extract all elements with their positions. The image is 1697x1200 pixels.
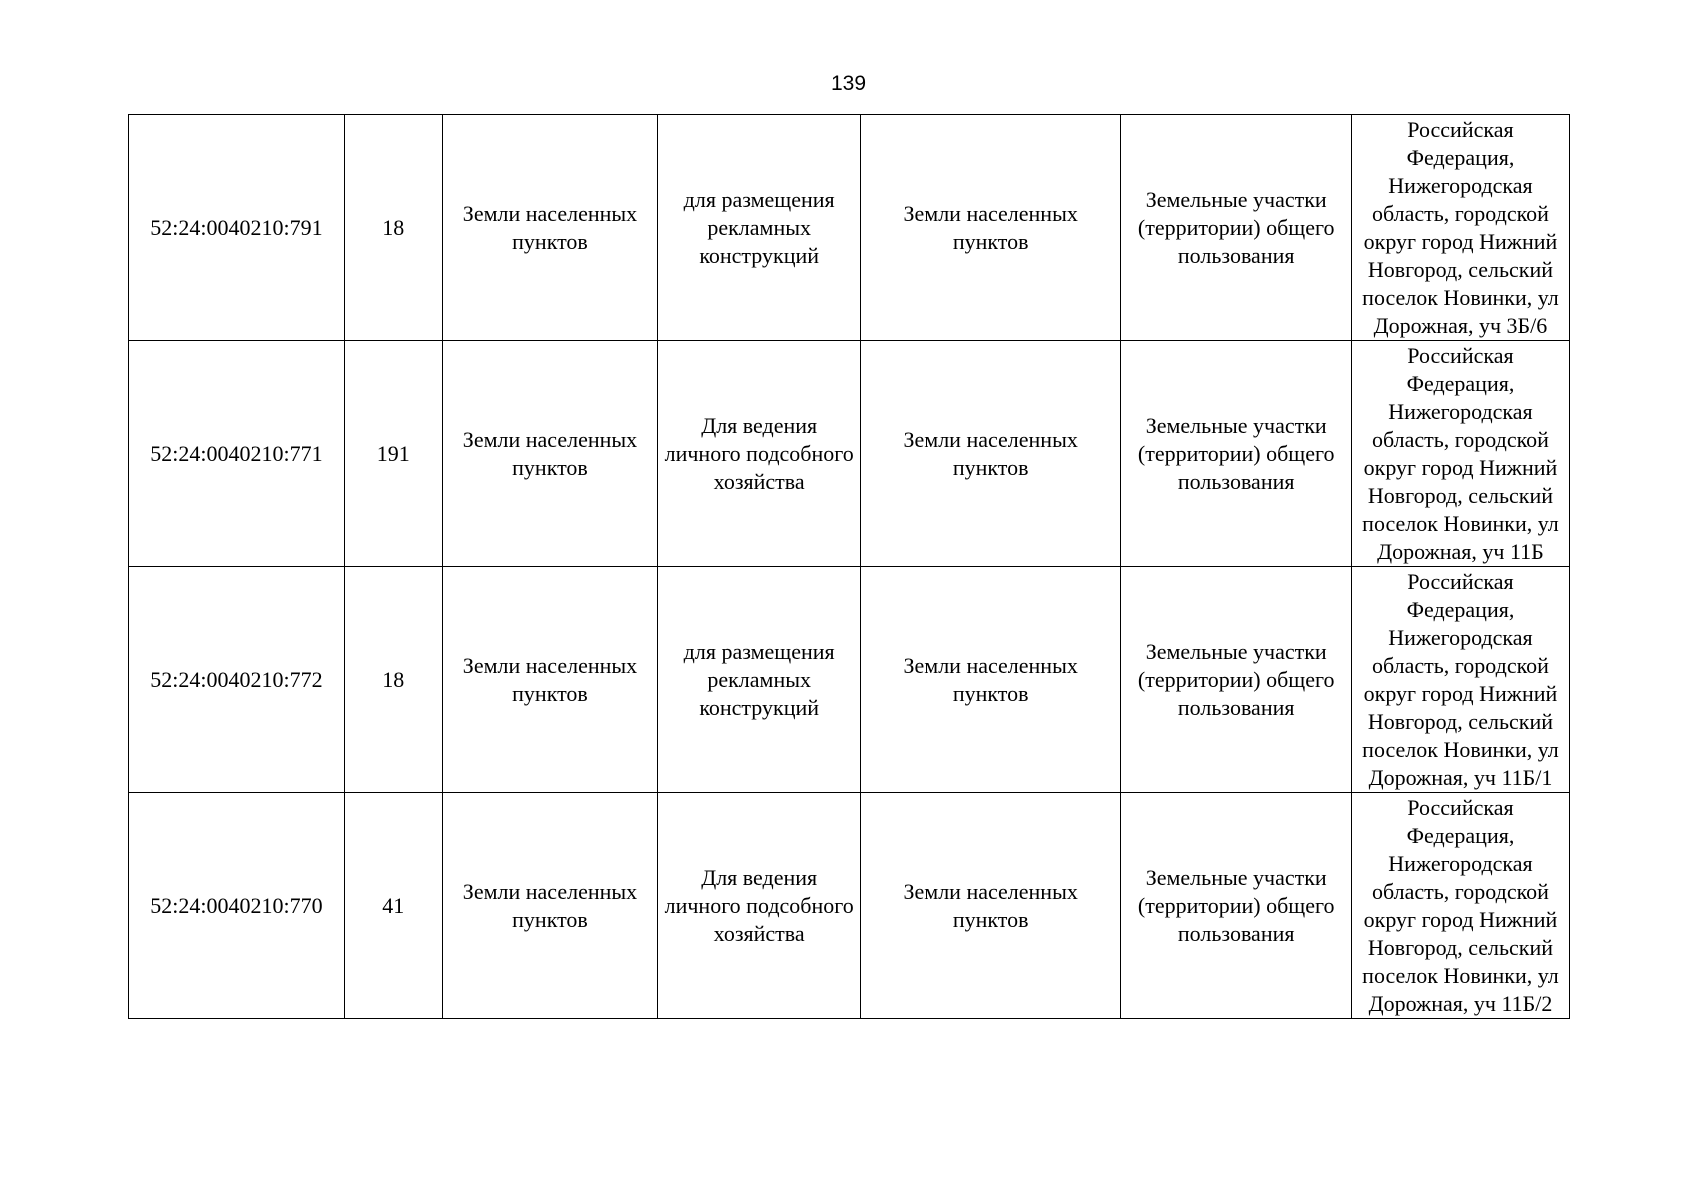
table-row	[129, 115, 1570, 341]
table-row	[129, 341, 1570, 567]
zone-cell: Земельные участки (территории) общего пользования	[1121, 115, 1351, 341]
land-category-cell: Земли населенных пунктов	[442, 567, 658, 793]
area-cell: 18	[344, 115, 442, 341]
area-cell: 18	[344, 567, 442, 793]
zone-cell: Земельные участки (территории) общего пользования	[1121, 793, 1351, 1019]
page-number: 139	[830, 72, 867, 95]
address-cell: Российская Федерация, Нижегородская область, городской округ город Нижний Новгород, сельский поселок Новинки, ул Дорожная, уч 11Б	[1351, 341, 1569, 567]
zone-cell: Земельные участки (территории) общего пользования	[1121, 341, 1351, 567]
permitted-use-cell: Для ведения личного подсобного хозяйства	[658, 341, 860, 567]
land-category-secondary-cell: Земли населенных пунктов	[860, 115, 1121, 341]
cadastral-number-cell: 52:24:0040210:771	[129, 341, 345, 567]
land-category-cell: Земли населенных пунктов	[442, 341, 658, 567]
permitted-use-cell: для размещения рекламных конструкций	[658, 115, 860, 341]
address-cell: Российская Федерация, Нижегородская область, городской округ город Нижний Новгород, сельский поселок Новинки, ул Дорожная, уч 3Б/6	[1351, 115, 1569, 341]
land-category-secondary-cell: Земли населенных пунктов	[860, 341, 1121, 567]
address-cell: Российская Федерация, Нижегородская область, городской округ город Нижний Новгород, сельский поселок Новинки, ул Дорожная, уч 11Б/2	[1351, 793, 1569, 1019]
zone-cell: Земельные участки (территории) общего пользования	[1121, 567, 1351, 793]
land-category-secondary-cell: Земли населенных пунктов	[860, 793, 1121, 1019]
table-row	[129, 793, 1570, 1019]
address-cell: Российская Федерация, Нижегородская область, городской округ город Нижний Новгород, сельский поселок Новинки, ул Дорожная, уч 11Б/1	[1351, 567, 1569, 793]
cadastral-number-cell: 52:24:0040210:772	[129, 567, 345, 793]
area-cell: 191	[344, 341, 442, 567]
land-plots-table	[128, 114, 1570, 1019]
land-category-cell: Земли населенных пунктов	[442, 115, 658, 341]
permitted-use-cell: Для ведения личного подсобного хозяйства	[658, 793, 860, 1019]
table-row	[129, 567, 1570, 793]
cadastral-number-cell: 52:24:0040210:770	[129, 793, 345, 1019]
area-cell: 41	[344, 793, 442, 1019]
land-category-cell: Земли населенных пунктов	[442, 793, 658, 1019]
cadastral-number-cell: 52:24:0040210:791	[129, 115, 345, 341]
permitted-use-cell: для размещения рекламных конструкций	[658, 567, 860, 793]
land-category-secondary-cell: Земли населенных пунктов	[860, 567, 1121, 793]
